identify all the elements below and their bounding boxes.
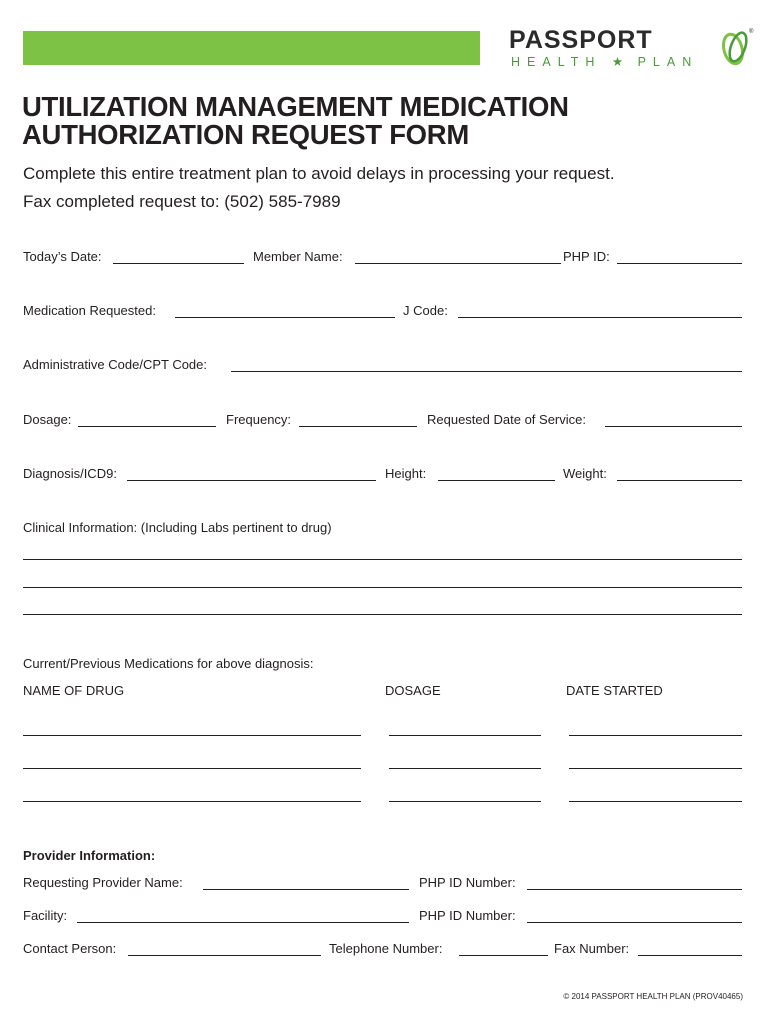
j-code-field[interactable]	[458, 317, 742, 318]
medication-row-2-dosage[interactable]	[389, 768, 541, 769]
admin-code-label: Administrative Code/CPT Code:	[23, 357, 208, 372]
column-header-date-started: DATE STARTED	[566, 683, 663, 698]
php-id-label: PHP ID:	[563, 249, 610, 264]
requesting-provider-field[interactable]	[203, 889, 409, 890]
passport-health-plan-logo	[509, 25, 754, 75]
diagnosis-label: Diagnosis/ICD9:	[23, 466, 117, 481]
weight-field[interactable]	[617, 480, 742, 481]
fax-number-label: Fax Number:	[554, 941, 630, 956]
clinical-info-line-2[interactable]	[23, 587, 742, 588]
contact-person-label: Contact Person:	[23, 941, 117, 956]
header-accent-bar	[23, 31, 480, 65]
member-name-field[interactable]	[355, 263, 561, 264]
member-name-label: Member Name:	[253, 249, 343, 264]
frequency-label: Frequency:	[226, 412, 292, 427]
height-label: Height:	[385, 466, 427, 481]
clinical-info-label: Clinical Information: (Including Labs pertinent to drug)	[23, 520, 332, 535]
provider-heading: Provider Information:	[23, 848, 156, 863]
facility-field[interactable]	[77, 922, 409, 923]
admin-code-field[interactable]	[231, 371, 742, 372]
logo-subtitle: HEALTH ★ PLAN	[511, 55, 699, 69]
todays-date-field[interactable]	[113, 263, 244, 264]
medication-row-3-drug[interactable]	[23, 801, 361, 802]
logo-wordmark: PASSPORT	[509, 26, 653, 54]
form-title: UTILIZATION MANAGEMENT MEDICATION AUTHORIZATION REQUEST FORM	[22, 91, 569, 150]
column-header-drug: NAME OF DRUG	[23, 683, 125, 698]
clinical-info-line-3[interactable]	[23, 614, 742, 615]
frequency-field[interactable]	[299, 426, 417, 427]
dosage-label: Dosage:	[23, 412, 72, 427]
column-header-dosage: DOSAGE	[385, 683, 441, 698]
php-id-number-2-field[interactable]	[527, 922, 742, 923]
medication-row-3-dosage[interactable]	[389, 801, 541, 802]
j-code-label: J Code:	[403, 303, 448, 318]
svg-text:®: ®	[749, 29, 754, 35]
medication-row-1-drug[interactable]	[23, 735, 361, 736]
medication-row-1-date[interactable]	[569, 735, 742, 736]
requesting-provider-label: Requesting Provider Name:	[23, 875, 183, 890]
medication-row-2-drug[interactable]	[23, 768, 361, 769]
dosage-field[interactable]	[78, 426, 216, 427]
facility-label: Facility:	[23, 908, 68, 923]
requested-date-field[interactable]	[605, 426, 742, 427]
medication-requested-label: Medication Requested:	[23, 303, 156, 318]
weight-label: Weight:	[563, 466, 607, 481]
php-id-field[interactable]	[617, 263, 742, 264]
form-instruction: Complete this entire treatment plan to avoid delays in processing your request.	[23, 164, 615, 183]
contact-person-field[interactable]	[128, 955, 321, 956]
php-id-number-2-label: PHP ID Number:	[419, 908, 516, 923]
telephone-label: Telephone Number:	[329, 941, 443, 956]
php-id-number-1-field[interactable]	[527, 889, 742, 890]
passport-leaf-icon	[716, 25, 754, 69]
todays-date-label: Today’s Date:	[23, 249, 102, 264]
copyright-footer: © 2014 PASSPORT HEALTH PLAN (PROV40465)	[563, 992, 743, 1001]
medications-heading: Current/Previous Medications for above diagnosis:	[23, 656, 314, 671]
medication-requested-field[interactable]	[175, 317, 395, 318]
requested-date-label: Requested Date of Service:	[427, 412, 586, 427]
php-id-number-1-label: PHP ID Number:	[419, 875, 516, 890]
medication-row-1-dosage[interactable]	[389, 735, 541, 736]
clinical-info-line-1[interactable]	[23, 559, 742, 560]
diagnosis-field[interactable]	[127, 480, 376, 481]
medication-row-2-date[interactable]	[569, 768, 742, 769]
telephone-field[interactable]	[459, 955, 548, 956]
height-field[interactable]	[438, 480, 555, 481]
fax-instruction: Fax completed request to: (502) 585-7989	[23, 192, 341, 211]
medication-row-3-date[interactable]	[569, 801, 742, 802]
fax-number-field[interactable]	[638, 955, 742, 956]
